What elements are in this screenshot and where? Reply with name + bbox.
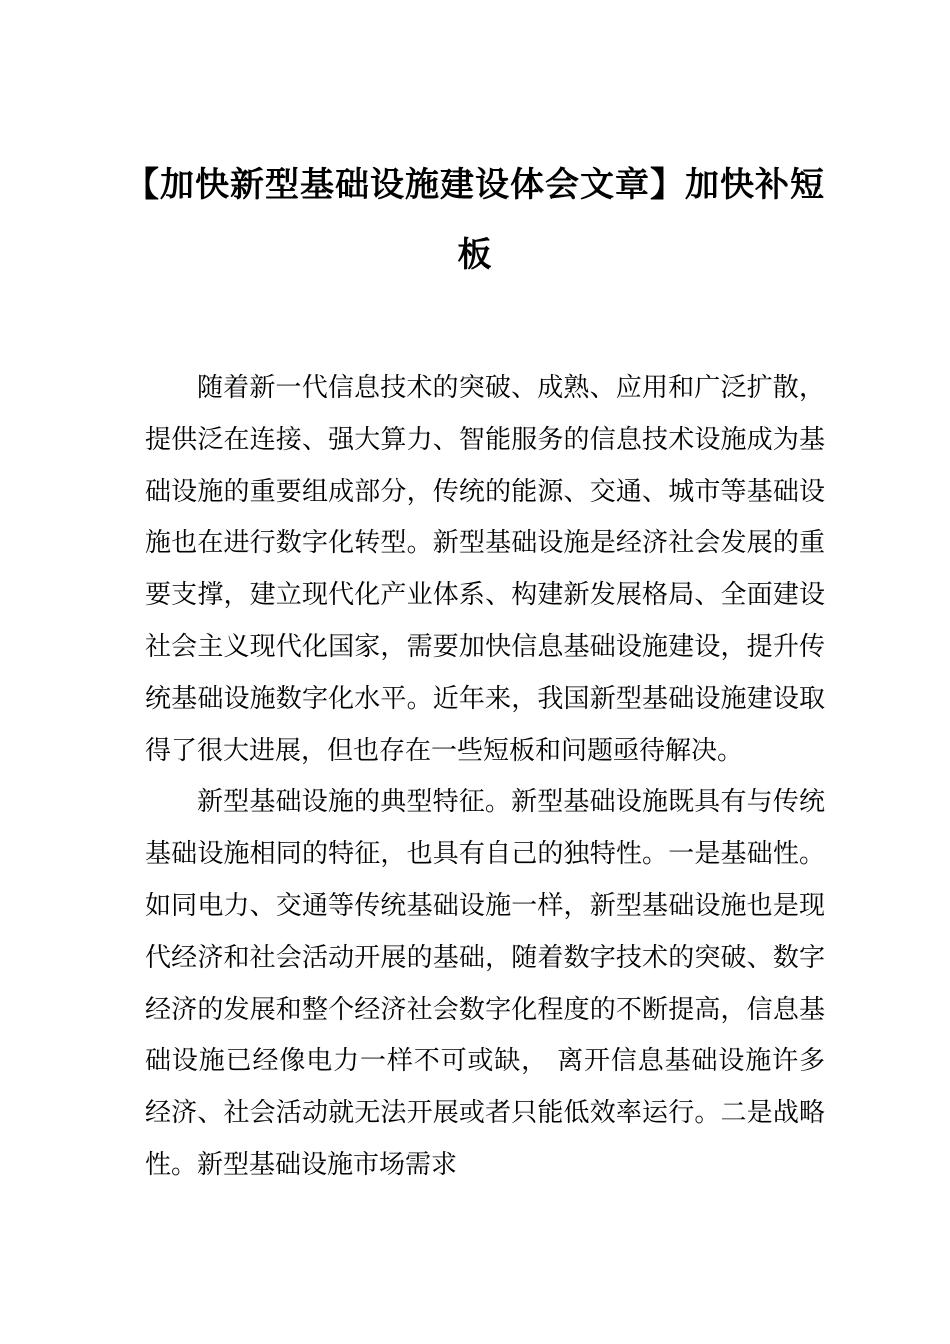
paragraph-1: 随着新一代信息技术的突破、成熟、应用和广泛扩散，提供泛在连接、强大算力、智能服务的信息技术设施成为基础设施的重要组成部分，传统的能源、交通、城市等基础设施也在进行数字化转型。新型基础设施是经济社会发展的重要支撑，建立现代化产业体系、构建新发展格局、全面建设社会主义现代化国家，需要加快信息基础设施建设，提升传统基础设施数字化水平。近年来，我国新型基础设施建设取得了很大进展，但也存在一些短板和问题亟待解决。 — [145, 373, 825, 766]
document-title: 【加快新型基础设施建设体会文章】加快补短板 — [125, 165, 825, 275]
paragraph-2: 新型基础设施的典型特征。新型基础设施既具有与传统基础设施相同的特征，也具有自己的独特性。一是基础性。如同电力、交通等传统基础设施一样，新型基础设施也是现代经济和社会活动开展的基础，随着数字技术的突破、数字经济的发展和整个经济社会数字化程度的不断提高，信息基础设施已经像电力一样不可或缺， 离开信息基础设施许多经济、社会活动就无法开展或者只能低效率运行。二是战略性。新型基础设施市场需求 — [145, 787, 825, 1180]
document-body — [145, 363, 825, 1192]
